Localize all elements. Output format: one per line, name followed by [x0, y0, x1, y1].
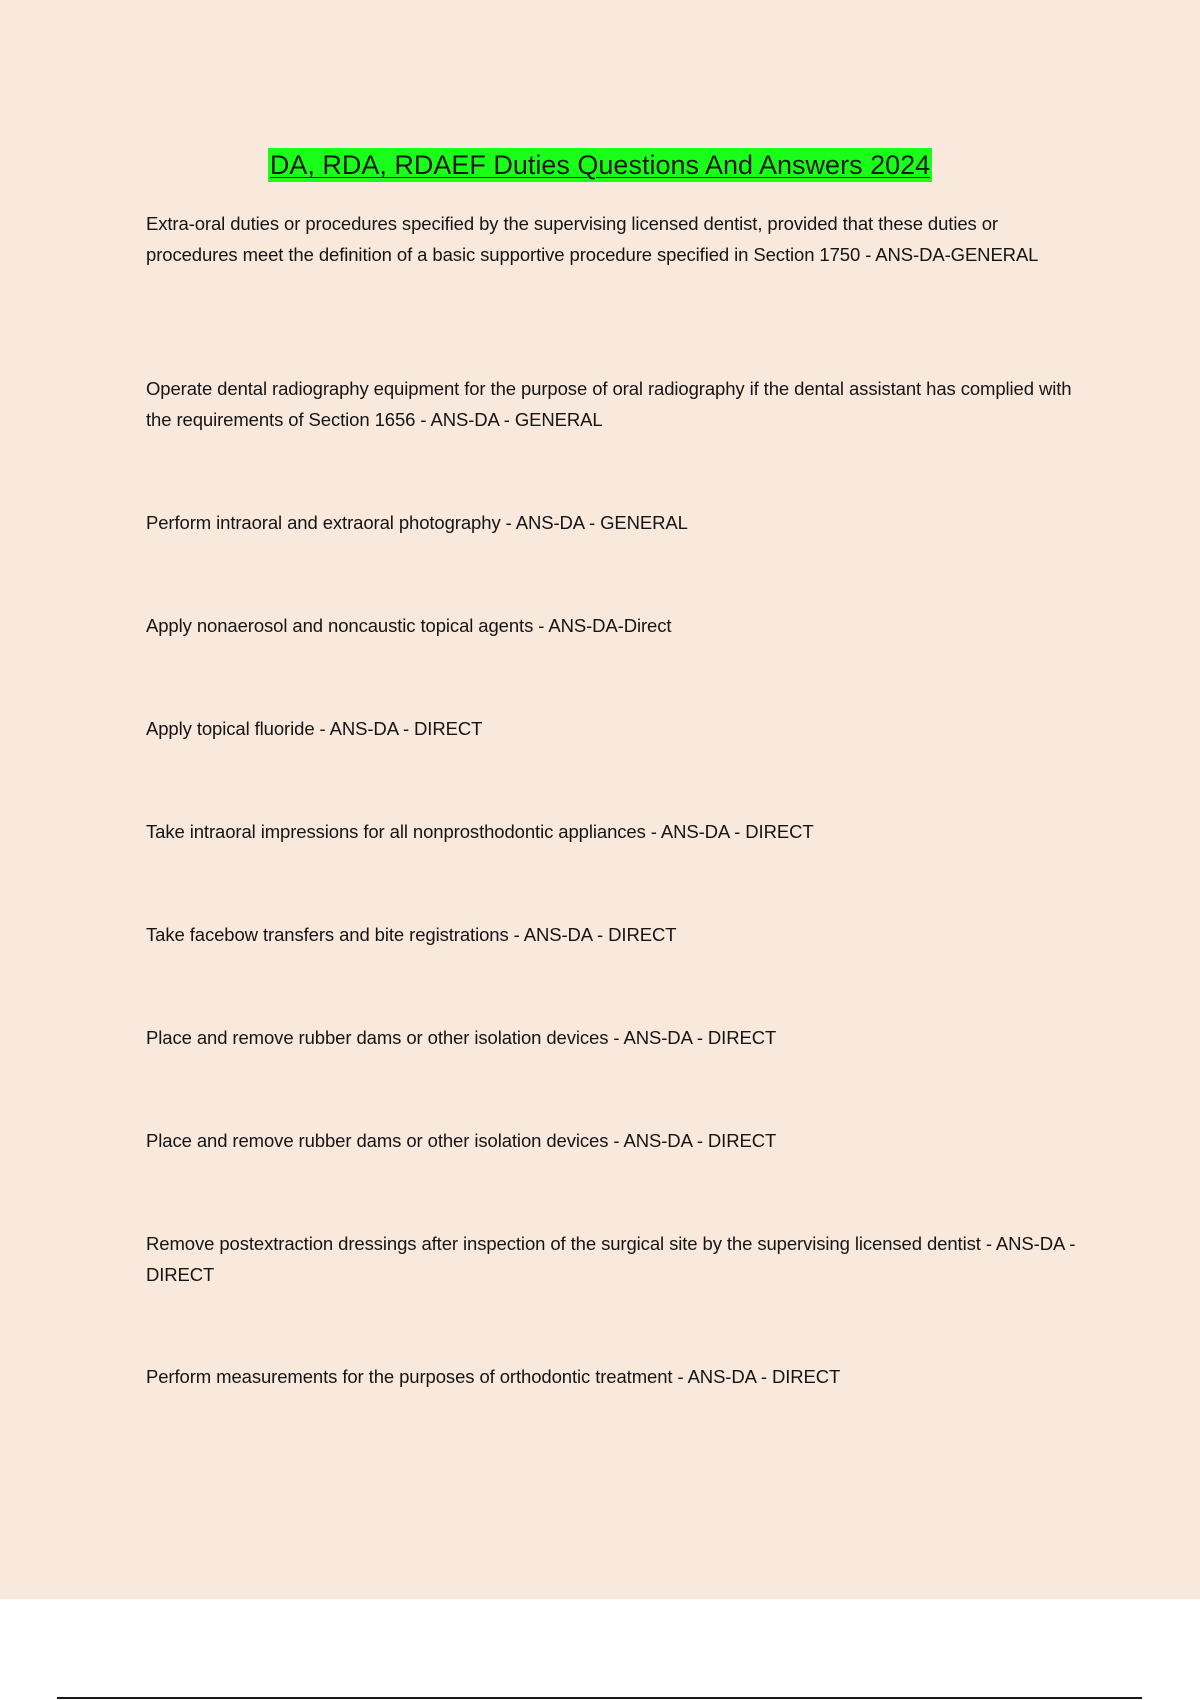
qa-item-3: Perform intraoral and extraoral photography - ANS-DA - GENERAL [146, 512, 688, 533]
qa-item-8: Place and remove rubber dams or other isolation devices - ANS-DA - DIRECT [146, 1027, 777, 1048]
qa-item-2: Operate dental radiography equipment for the purpose of oral radiography if the dental assistant has complied with the requirements of Section 1656 - ANS-DA - GENERAL [146, 378, 1072, 430]
qa-item-4: Apply nonaerosol and noncaustic topical agents - ANS-DA-Direct [146, 615, 672, 636]
title-container [0, 148, 1200, 182]
qa-item-10: Remove postextraction dressings after inspection of the surgical site by the supervising licensed dentist - ANS-DA - DIRECT [146, 1233, 1076, 1285]
qa-item-1: Extra-oral duties or procedures specified by the supervising licensed dentist, provided that these duties or procedures meet the definition of a basic supportive procedure specified in Section 1750 - ANS-DA-GENERAL [146, 213, 1039, 265]
qa-item-6: Take intraoral impressions for all nonprosthodontic appliances - ANS-DA - DIRECT [146, 821, 814, 842]
qa-item-11: Perform measurements for the purposes of orthodontic treatment - ANS-DA - DIRECT [146, 1366, 841, 1387]
qa-item-7: Take facebow transfers and bite registrations - ANS-DA - DIRECT [146, 924, 677, 945]
qa-item-9: Place and remove rubber dams or other isolation devices - ANS-DA - DIRECT [146, 1130, 777, 1151]
qa-item-5: Apply topical fluoride - ANS-DA - DIRECT [146, 718, 483, 739]
footer-divider [57, 1697, 1142, 1699]
document-title: DA, RDA, RDAEF Duties Questions And Answers 2024 [269, 150, 931, 180]
